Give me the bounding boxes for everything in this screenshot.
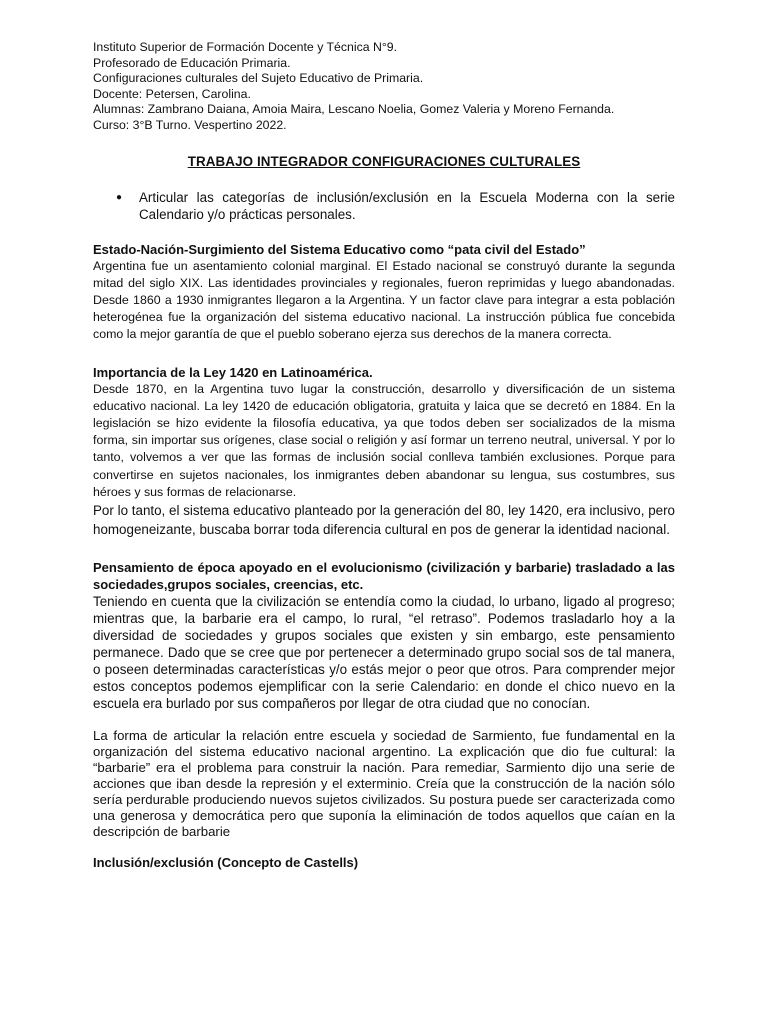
section-title: Pensamiento de época apoyado en el evolucionismo (civilización y barbarie) trasladado a las sociedades,grupos sociales, creencias, etc. [93, 560, 675, 592]
section-paragraph: Desde 1870, en la Argentina tuvo lugar la construcción, desarrollo y diversificación de un sistema educativo nacional. La ley 1420 de educación obligatoria, gratuita y laica que se decretó en 1884. En la legislación se hizo evidente la filosofía educativa, ya que todos deben ser socializados de la misma forma, sin importar sus orígenes, clase social o religión y así formar un terreno neutral, universal. Y por lo tanto, volvemos a ver que las formas de inclusión social conlleva también exclusiones. Porque para convertirse en sujetos nacionales, los inmigrantes deben abandonar su lengua, sus costumbres, sus héroes y sus formas de relacionarse. [93, 381, 675, 499]
header-subject: Configuraciones culturales del Sujeto Educativo de Primaria. [93, 71, 424, 86]
bullet-list [93, 189, 675, 223]
section-paragraph: Por lo tanto, el sistema educativo planteado por la generación del 80, ley 1420, era inclusivo, pero homogeneizante, buscaba borrar toda diferencia cultural en pos de generar la identidad nacional. [93, 503, 675, 537]
document-title: TRABAJO INTEGRADOR CONFIGURACIONES CULTURALES [187, 153, 581, 169]
header-course: Curso: 3°B Turno. Vespertino 2022. [93, 117, 287, 132]
header-students: Alumnas: Zambrano Daiana, Amoia Maira, Lescano Noelia, Gomez Valeria y Moreno Fernanda. [93, 102, 615, 117]
bullet-dot-icon: ● [116, 191, 123, 203]
document-header [93, 40, 675, 134]
header-teacher: Docente: Petersen, Carolina. [93, 86, 251, 101]
section-title: Estado-Nación-Surgimiento del Sistema Educativo como “pata civil del Estado” [93, 241, 586, 257]
section-pensamiento-epoca [93, 559, 675, 712]
section-paragraph: Argentina fue un asentamiento colonial marginal. El Estado nacional se construyó durante la segunda mitad del siglo XIX. Las identidades provinciales y regionales, fueron reprimidas y luego abandonadas. Desde 1860 a 1930 inmigrantes llegaron a la Argentina. Y un factor clave para integrar a esta población heterogénea fue la organización del sistema educativo nacional. La instrucción pública fue concebida como la mejor garantía de que el pueblo soberano ejerza sus derechos de la manera correcta. [93, 258, 675, 342]
section-sarmiento [93, 728, 675, 840]
section-inclusion-exclusion [93, 854, 675, 871]
header-program: Profesorado de Educación Primaria. [93, 55, 291, 70]
section-ley-1420 [93, 364, 675, 539]
section-paragraph: La forma de articular la relación entre escuela y sociedad de Sarmiento, fue fundamental en la organización del sistema educativo nacional argentino. La explicación que dio fue cultural: la “barbarie” era el problema para construir la nación. Para remediar, Sarmiento dijo una serie de acciones que iban desde la represión y el exterminio. Creía que la construcción de la nación sólo sería perdurable produciendo nuevos sujetos civilizados. Su postura puede ser caracterizada como una generosa y democrática pero que suponía la eliminación de todos aquellos que caían en la descripción de barbarie [93, 728, 675, 839]
section-title: Inclusión/exclusión (Concepto de Castells) [93, 855, 359, 870]
bullet-text: Articular las categorías de inclusión/exclusión en la Escuela Moderna con la serie Calendario y/o prácticas personales. [139, 189, 675, 222]
section-title: Importancia de la Ley 1420 en Latinoamérica. [93, 364, 373, 380]
header-institution: Instituto Superior de Formación Docente y Técnica N°9. [93, 40, 398, 54]
section-estado-nacion [93, 241, 675, 344]
bullet-item [93, 189, 675, 223]
section-paragraph: Teniendo en cuenta que la civilización se entendía como la ciudad, lo urbano, ligado al progreso; mientras que, la barbarie era el campo, lo rural, “el retraso”. Podemos trasladarlo hoy a la diversidad de sociedades y grupos sociales que existen y sin embargo, este pensamiento permanece. Dado que se cree que por pertenecer a determinado grupo social sos de tal manera, o poseen determinadas características y/o estás mejor o peor que otros. Para comprender mejor estos conceptos podemos ejemplificar con la serie Calendario: en donde el chico nuevo en la escuela era burlado por sus compañeros por llegar de otra ciudad que no conocían. [93, 594, 675, 711]
